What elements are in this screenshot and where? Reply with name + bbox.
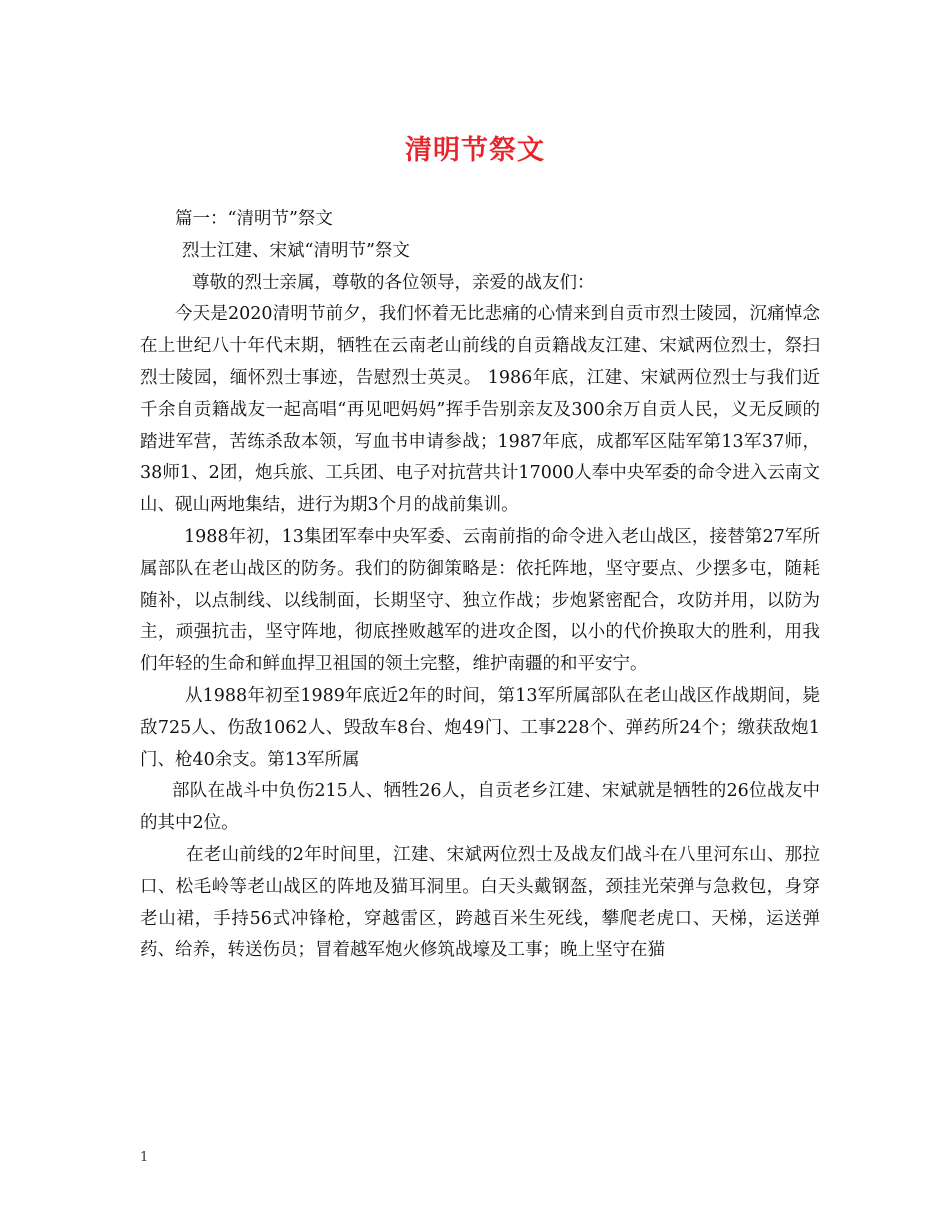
paragraph: 在老山前线的2年时间里，江建、宋斌两位烈士及战友们战斗在八里河东山、那拉口、松毛岭等老山战区的阵地及猫耳洞里。白天头戴钢盔，颈挂光荣弹与急救包，身穿老山裙，手持56式冲锋枪，穿越雷区，跨越百米生死线，攀爬老虎口、天梯，运送弹药、给养，转送伤员；冒着越军炮火修筑战壕及工事；晚上坚守在猫 [140, 844, 820, 961]
subtitle: 烈士江建、宋斌“清明节”祭文 [182, 240, 410, 261]
document-body [140, 204, 820, 967]
page-number: 1 [140, 1150, 149, 1165]
paragraph: 1988年初，13集团军奉中央军委、云南前指的命令进入老山战区，接替第27军所属部队在老山战区的防务。我们的防御策略是：依托阵地，坚守要点、少摆多屯，随耗随补，以点制线、以线制面，长期坚守、独立作战；步炮紧密配合，攻防并用，以防为主，顽强抗击，坚守阵地，彻底挫败越军的进攻企图，以小的代价换取大的胜利，用我们年轻的生命和鲜血捍卫祖国的领土完整，维护南疆的和平安宁。 [140, 526, 820, 675]
paragraph: 部队在战斗中负伤215人、牺牲26人，自贡老乡江建、宋斌就是牺牲的26位战友中的其中2位。 [140, 781, 820, 834]
paragraph: 今天是2020清明节前夕，我们怀着无比悲痛的心情来到自贡市烈士陵园，沉痛悼念在上世纪八十年代末期，牺牲在云南老山前线的自贡籍战友江建、宋斌两位烈士，祭扫烈士陵园，缅怀烈士事迹，告慰烈士英灵。 1986年底，江建、宋斌两位烈士与我们近千余自贡籍战友一起高唱“再见吧妈妈”挥手告别亲友及300余万自贡人民，义无反顾的踏进军营，苦练杀敌本领，写血书申请参战；1987年底，成都军区陆军第13军37师，38师1、2团，炮兵旅、工兵团、电子对抗营共计17000人奉中央军委的命令进入云南文山、砚山两地集结，进行为期3个月的战前集训。 [140, 304, 820, 516]
salutation: 尊敬的烈士亲属，尊敬的各位领导，亲爱的战友们： [192, 272, 595, 293]
section-heading: 篇一：“清明节”祭文 [175, 209, 333, 229]
paragraph: 从1988年初至1989年底近2年的时间，第13军所属部队在老山战区作战期间，毙敌725人、伤敌1062人、毁敌车8台、炮49门、工事228个、弹药所24个；缴获敌炮1门、枪40余支。第13军所属 [140, 685, 820, 770]
document-title: 清明节祭文 [405, 135, 545, 166]
